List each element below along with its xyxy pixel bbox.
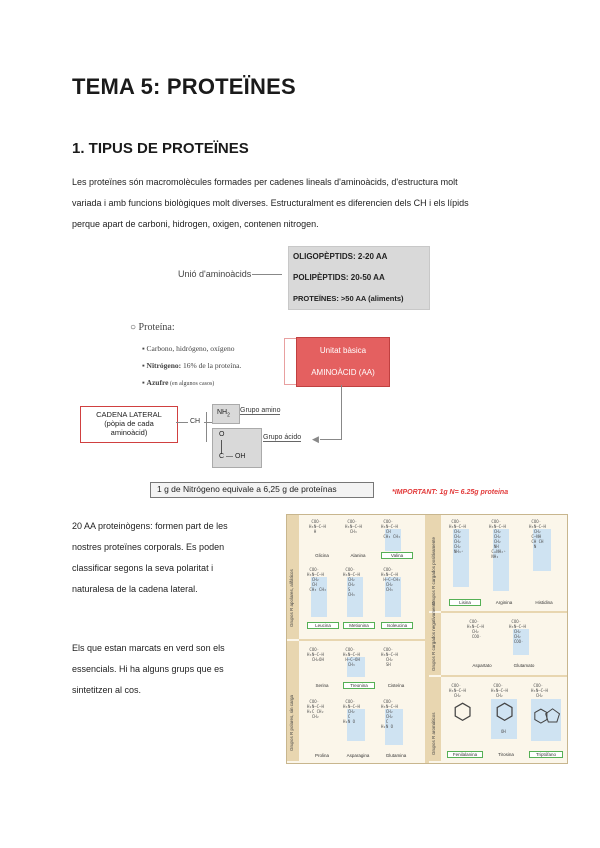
amino-acid-name: Glutamina <box>385 753 407 758</box>
amino-acid-name-essential: Isoleucina <box>381 622 413 629</box>
amino-acid-name: Cisteína <box>387 683 405 688</box>
protein-title: Proteína: <box>138 322 175 333</box>
page-title: TEMA 5: PROTEÏNES <box>72 74 296 99</box>
intro-line: Les proteïnes són macromolècules formades per cadenes lineals d'aminoàcids, d'estructura molt <box>72 177 458 187</box>
bullet-item: ▪ Nitrógeno: 16% de la proteína. <box>142 361 242 370</box>
group-label: Grupos R apolares, alifáticos <box>289 569 294 627</box>
amino-acid-name: Serina <box>315 683 329 688</box>
molecule-structure: COO⁻ H₃N–C–H CH₂OH <box>307 647 324 662</box>
amino-acid-name-essential: Lisina <box>449 599 481 606</box>
group-label: Grupos R cargados positivamente <box>431 536 436 605</box>
amino-acid-name: Tirosina <box>498 752 514 757</box>
bullet-item: ▪ Azufre (en algunos casos) <box>142 378 215 387</box>
amino-acid-name-essential: Valina <box>381 552 413 559</box>
molecule-structure: COO⁻ H₃N–C–H H <box>309 519 326 534</box>
molecule-structure: COO⁻ H₃N–C–H CH₂ SH <box>381 647 398 667</box>
amino-acid-name: Glutamato <box>513 663 535 668</box>
acid-group-box <box>212 428 262 468</box>
union-line: PROTEÏNES: >50 AA (aliments) <box>293 294 404 303</box>
essential-line: essencials. Hi ha alguns grups que es <box>72 664 224 674</box>
important-note: *IMPORTANT: 1g N= 6.25g proteina <box>392 489 509 496</box>
connector-line <box>176 422 188 423</box>
intro-line: variada i amb funcions biològiques molt diverses. Estructuralment es diferencien dels CH i els lípids <box>72 198 469 208</box>
union-arrow <box>252 274 282 275</box>
nh2-label: $NH_2$ <box>217 409 230 419</box>
unit-value: AMINOÀCID (AA) <box>311 368 375 377</box>
connector-line <box>206 412 207 442</box>
intro-line: perque apart de carboni, hidrogen, oxigen, contenen nitrogen. <box>72 219 319 229</box>
unit-label: Unitat bàsica <box>319 346 367 355</box>
molecule-structure: COO⁻ H₃N–C–H CH₂ CH₂ C H₂N O <box>381 699 398 729</box>
molecule-structure: COO⁻ H₃N–C–H H–C–CH₃ CH₂ CH₃ <box>381 567 401 592</box>
row-separator <box>441 675 567 677</box>
amino-acid-name-essential: Triptófano <box>529 751 563 758</box>
amino-acid-name-essential: Metionina <box>343 622 375 629</box>
molecule-structure: COO⁻ H₃N–C–H CH₂ <box>491 683 508 698</box>
phenol-ring-icon: ⬡ <box>495 699 515 724</box>
union-line: POLIPÈPTIDS: 20-50 AA <box>293 273 385 282</box>
molecule-structure: OH <box>501 729 506 734</box>
aa-line: 20 AA proteinògens: formen part de les <box>72 521 228 531</box>
amino-acid-name: Prolina <box>314 753 329 758</box>
arrow-line <box>320 439 342 440</box>
essential-line: sintetitzen al cos. <box>72 685 142 695</box>
phenyl-ring-icon: ⬡ <box>453 699 473 724</box>
ch-label: CH <box>190 418 201 425</box>
protein-bullets <box>142 340 241 393</box>
aa-line: classificar segons la seva polaritat i <box>72 563 214 573</box>
amino-acid-name: Arginina <box>495 600 513 605</box>
amino-acid-name: Aspartato <box>472 663 492 668</box>
group-label: Grupos R cargados negativamente <box>431 601 436 671</box>
union-line: OLIGOPÈPTIDS: 2-20 AA <box>293 252 388 261</box>
molecule-structure: COO⁻ H₃N–C–H CH₂ CH CH₃ CH₃ <box>307 567 327 592</box>
group-label: Grupos R polares, sin carga <box>289 694 294 751</box>
amino-acid-name-essential: Leucina <box>307 622 339 629</box>
molecule-structure: COO⁻ H₃N–C–H CH₂ CH₂ S CH₃ <box>343 567 360 597</box>
nitrogen-note: 1 g de Nitrógeno equivale a 6,25 g de proteínas <box>157 484 337 494</box>
row-separator <box>299 639 425 641</box>
acid-group-label: Grupo ácido <box>263 434 302 441</box>
circle-bullet-icon: ○ <box>130 322 137 333</box>
union-box <box>288 246 430 310</box>
side-chain-box <box>80 406 178 443</box>
amino-acid-name-essential: Fenilalanina <box>447 751 483 758</box>
unit-box <box>296 337 390 387</box>
molecule-structure: COO⁻ H₃N–C–H CH₂ <box>531 683 548 698</box>
molecule-structure: COO⁻ H₃N–C–H CH₂ C H₂N O <box>343 699 360 724</box>
arrow-head-icon: ◀ <box>312 434 319 444</box>
aa-line: nostres proteïnes corporals. Es poden <box>72 542 225 552</box>
amino-acid-name: Alanina <box>350 553 366 558</box>
acid-c-label: C — OH <box>219 453 246 460</box>
bullet-item: ▪ Carbono, hidrógeno, oxígeno <box>142 344 235 353</box>
acid-o-label: O <box>219 431 225 438</box>
bracket-line <box>284 338 296 339</box>
amino-acid-table <box>286 514 568 764</box>
molecule-structure: COO⁻ H₃N–C–H CH CH₃ CH₃ <box>381 519 401 539</box>
bracket-line <box>284 384 296 385</box>
essential-line: Els que estan marcats en verd son els <box>72 643 225 653</box>
intro-paragraph <box>72 172 542 235</box>
aa-line: naturalesa de la cadena lateral. <box>72 584 198 594</box>
molecule-structure: COO⁻ H₃N–C–H CH₂ CH₂ CH₂ CH₂ NH₃⁺ <box>449 519 466 554</box>
molecule-structure: COO⁻ H₃N–C–H CH₂ COO⁻ <box>467 619 484 639</box>
arrow-line <box>341 385 342 439</box>
molecule-structure: COO⁻ H₃N–C–H CH₃ <box>345 519 362 534</box>
amino-acid-name: Asparagina <box>346 753 370 758</box>
amino-acid-name-essential: Treonina <box>343 682 375 689</box>
molecule-structure: COO⁻ H₂N–C–H H₂C CH₂ CH₂ <box>307 699 324 719</box>
essential-paragraph <box>72 638 282 701</box>
side-chain-label: CADENA LATERAL (pòpia de cada aminoàcid) <box>96 410 162 437</box>
protein-bullet-title <box>130 322 175 333</box>
union-label: Unió d'aminoàcids <box>178 269 252 279</box>
row-separator <box>441 611 567 613</box>
group-label: Grupos R aromáticos <box>431 712 436 755</box>
molecule-structure: COO⁻ H₃N–C–H CH₂ CH₂ COO⁻ <box>509 619 526 644</box>
indole-ring-icon: ⬡⬠ <box>533 706 557 726</box>
nitrogen-note-box <box>150 482 374 498</box>
molecule-structure: COO⁻ H₃N–C–H H–C–OH CH₃ <box>343 647 360 667</box>
section-heading: 1. TIPUS DE PROTEÏNES <box>72 140 249 157</box>
amino-group-box <box>212 404 240 424</box>
molecule-structure: COO⁻ H₃N–C–H CH₂ CH₂ CH₂ NH C=NH₂⁺ NH₂ <box>489 519 506 559</box>
amino-group-label: Grupo amino <box>240 407 281 414</box>
bracket-line <box>284 338 285 384</box>
molecule-structure: COO⁻ H₃N–C–H CH₂ C–NH CH CH N <box>529 519 546 549</box>
amino-acid-name: Histidina <box>535 600 553 605</box>
amino-acid-name: Glicina <box>315 553 329 558</box>
aa-paragraph <box>72 516 282 600</box>
acid-bond-line <box>221 440 222 454</box>
molecule-structure: COO⁻ H₃N–C–H CH₂ <box>449 683 466 698</box>
